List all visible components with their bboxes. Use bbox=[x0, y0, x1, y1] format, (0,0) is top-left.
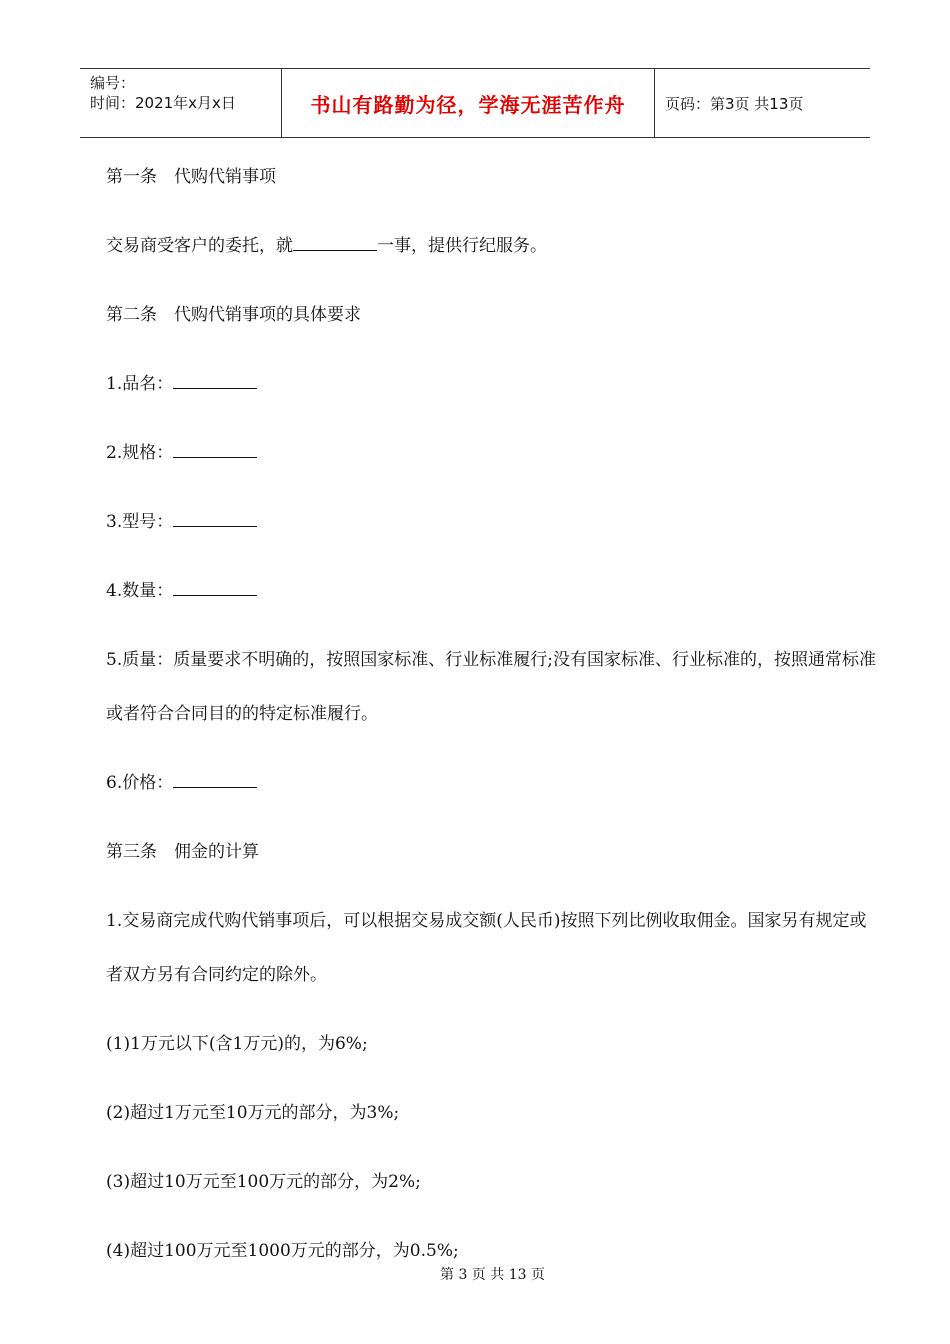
item-quantity bbox=[106, 564, 881, 618]
blank-field bbox=[173, 439, 257, 458]
item-quality: 5.质量：质量要求不明确的，按照国家标准、行业标准履行;没有国家标准、行业标准的，按照通常标准或者符合合同目的的特定标准履行。 bbox=[106, 650, 876, 724]
rate-4: (4)超过100万元至1000万元的部分，为0.5%; bbox=[106, 1241, 459, 1261]
item-name-label: 1.品名： bbox=[106, 374, 174, 394]
document-body bbox=[106, 150, 881, 1278]
blank-field bbox=[173, 769, 257, 788]
item-price-label: 6.价格： bbox=[106, 773, 174, 793]
item-model-label: 3.型号： bbox=[106, 512, 174, 532]
article-3-title: 第三条 佣金的计算 bbox=[106, 842, 259, 862]
article-1-title: 第一条 代购代销事项 bbox=[106, 167, 276, 187]
blank-field bbox=[293, 232, 377, 251]
rate-2: (2)超过1万元至10万元的部分，为3%; bbox=[106, 1103, 400, 1123]
item-model bbox=[106, 495, 881, 549]
item-name bbox=[106, 357, 881, 411]
page-header bbox=[80, 68, 870, 138]
blank-field bbox=[173, 370, 257, 389]
article-1-text bbox=[106, 219, 881, 273]
header-meta bbox=[80, 69, 282, 137]
article-3-paragraph: 1.交易商完成代购代销事项后，可以根据交易成交额(人民币)按照下列比例收取佣金。国家另有规定或者双方另有合同约定的除外。 bbox=[106, 911, 867, 985]
header-page-info: 页码：第3页 共13页 bbox=[665, 94, 804, 113]
blank-field bbox=[173, 508, 257, 527]
rate-3: (3)超过10万元至100万元的部分，为2%; bbox=[106, 1172, 421, 1192]
item-price bbox=[106, 756, 881, 810]
item-quantity-label: 4.数量： bbox=[106, 581, 174, 601]
header-motto: 书山有路勤为径，学海无涯苦作舟 bbox=[282, 69, 655, 137]
blank-field bbox=[173, 577, 257, 596]
article-2-title: 第二条 代购代销事项的具体要求 bbox=[106, 305, 361, 325]
page-footer: 第 3 页 共 13 页 bbox=[440, 1267, 545, 1283]
rate-1: (1)1万元以下(含1万元)的，为6%; bbox=[106, 1034, 368, 1054]
number-label: 编号： bbox=[90, 74, 136, 92]
date-label: 时间：2021年x月x日 bbox=[90, 94, 236, 112]
item-spec bbox=[106, 426, 881, 480]
article-1-text-a: 交易商受客户的委托，就 bbox=[106, 236, 293, 256]
item-spec-label: 2.规格： bbox=[106, 443, 174, 463]
article-1-text-b: 一事，提供行纪服务。 bbox=[377, 236, 547, 256]
